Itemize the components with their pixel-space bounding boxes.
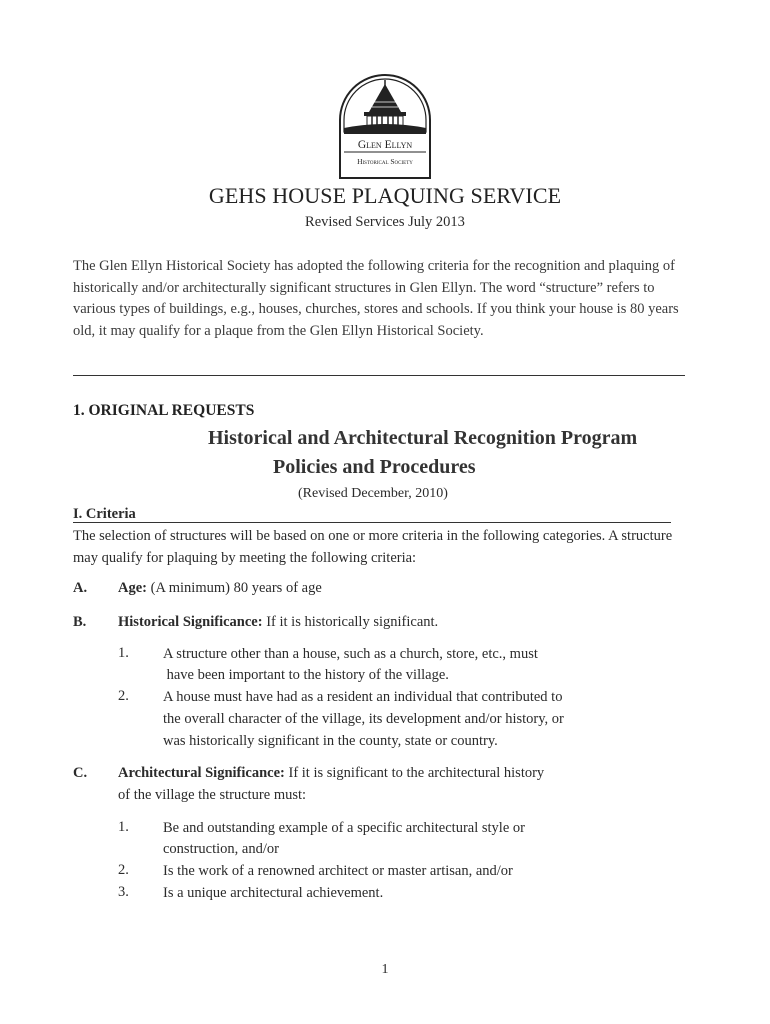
policies-heading: Policies and Procedures: [273, 456, 476, 478]
logo-name: Glen Ellyn: [357, 139, 413, 151]
criterion-a-text: (A minimum) 80 years of age: [147, 580, 322, 596]
list-item-cont: construction, and/or: [163, 841, 279, 857]
intro-paragraph: The Glen Ellyn Historical Society has adopted the following criteria for the recognition and plaquing of historically and/or architecturally significant structures in Glen Ellyn. The word “structure” refers to various types of buildings, e.g., houses, churches, stores and schools. If you think your house is 80 years old, it may qualify for a plaque from the Glen Ellyn Historical Society.: [73, 258, 679, 339]
society-logo: [336, 74, 434, 180]
revised-date: Revised Services July 2013: [305, 214, 465, 230]
logo-subtitle: Historical Society: [357, 157, 413, 166]
criterion-c-text: If it is significant to the architectural history: [284, 765, 545, 781]
list-item-cont: the overall character of the village, its development and/or history, or: [163, 711, 564, 727]
criterion-a: [118, 578, 322, 600]
list-item-cont: was historically significant in the county, state or country.: [163, 733, 498, 749]
list-item: Is the work of a renowned architect or master artisan, and/or: [163, 863, 513, 879]
criterion-c-letter: C.: [73, 765, 88, 781]
criterion-a-label: Age:: [118, 580, 147, 596]
criterion-a-letter: A.: [73, 580, 88, 596]
criterion-b-letter: B.: [73, 614, 87, 630]
criterion-c-label: Architectural Significance:: [118, 765, 285, 781]
list-number: 2.: [118, 688, 129, 704]
divider: [73, 375, 685, 376]
document-title: GEHS HOUSE PLAQUING SERVICE: [208, 183, 562, 208]
list-number: 1.: [118, 645, 129, 661]
criterion-b-text: If it is historically significant.: [262, 614, 439, 630]
criterion-c: [118, 763, 544, 785]
list-item: Is a unique architectural achievement.: [163, 885, 384, 901]
list-item: Be and outstanding example of a specific architectural style or: [163, 820, 525, 836]
list-item-cont: have been important to the history of the village.: [163, 667, 449, 683]
criteria-heading: I. Criteria: [73, 505, 671, 523]
program-heading: Historical and Architectural Recognition Program: [208, 427, 638, 449]
criterion-b-label: Historical Significance:: [118, 614, 263, 630]
criterion-c-cont: of the village the structure must:: [118, 787, 307, 803]
list-number: 3.: [118, 884, 129, 900]
list-number: 1.: [118, 819, 129, 835]
list-item: A house must have had as a resident an individual that contributed to: [163, 689, 563, 705]
list-item: A structure other than a house, such as a church, store, etc., must: [163, 646, 538, 662]
page-number: 1: [381, 962, 389, 977]
criterion-b: [118, 612, 438, 634]
program-revised-date: (Revised December, 2010): [298, 486, 448, 501]
section-heading: 1. ORIGINAL REQUESTS: [73, 402, 255, 419]
criteria-intro: The selection of structures will be based on one or more criteria in the following categories. A structure may qualify for plaquing by meeting the following criteria:: [73, 528, 673, 566]
list-number: 2.: [118, 862, 129, 878]
